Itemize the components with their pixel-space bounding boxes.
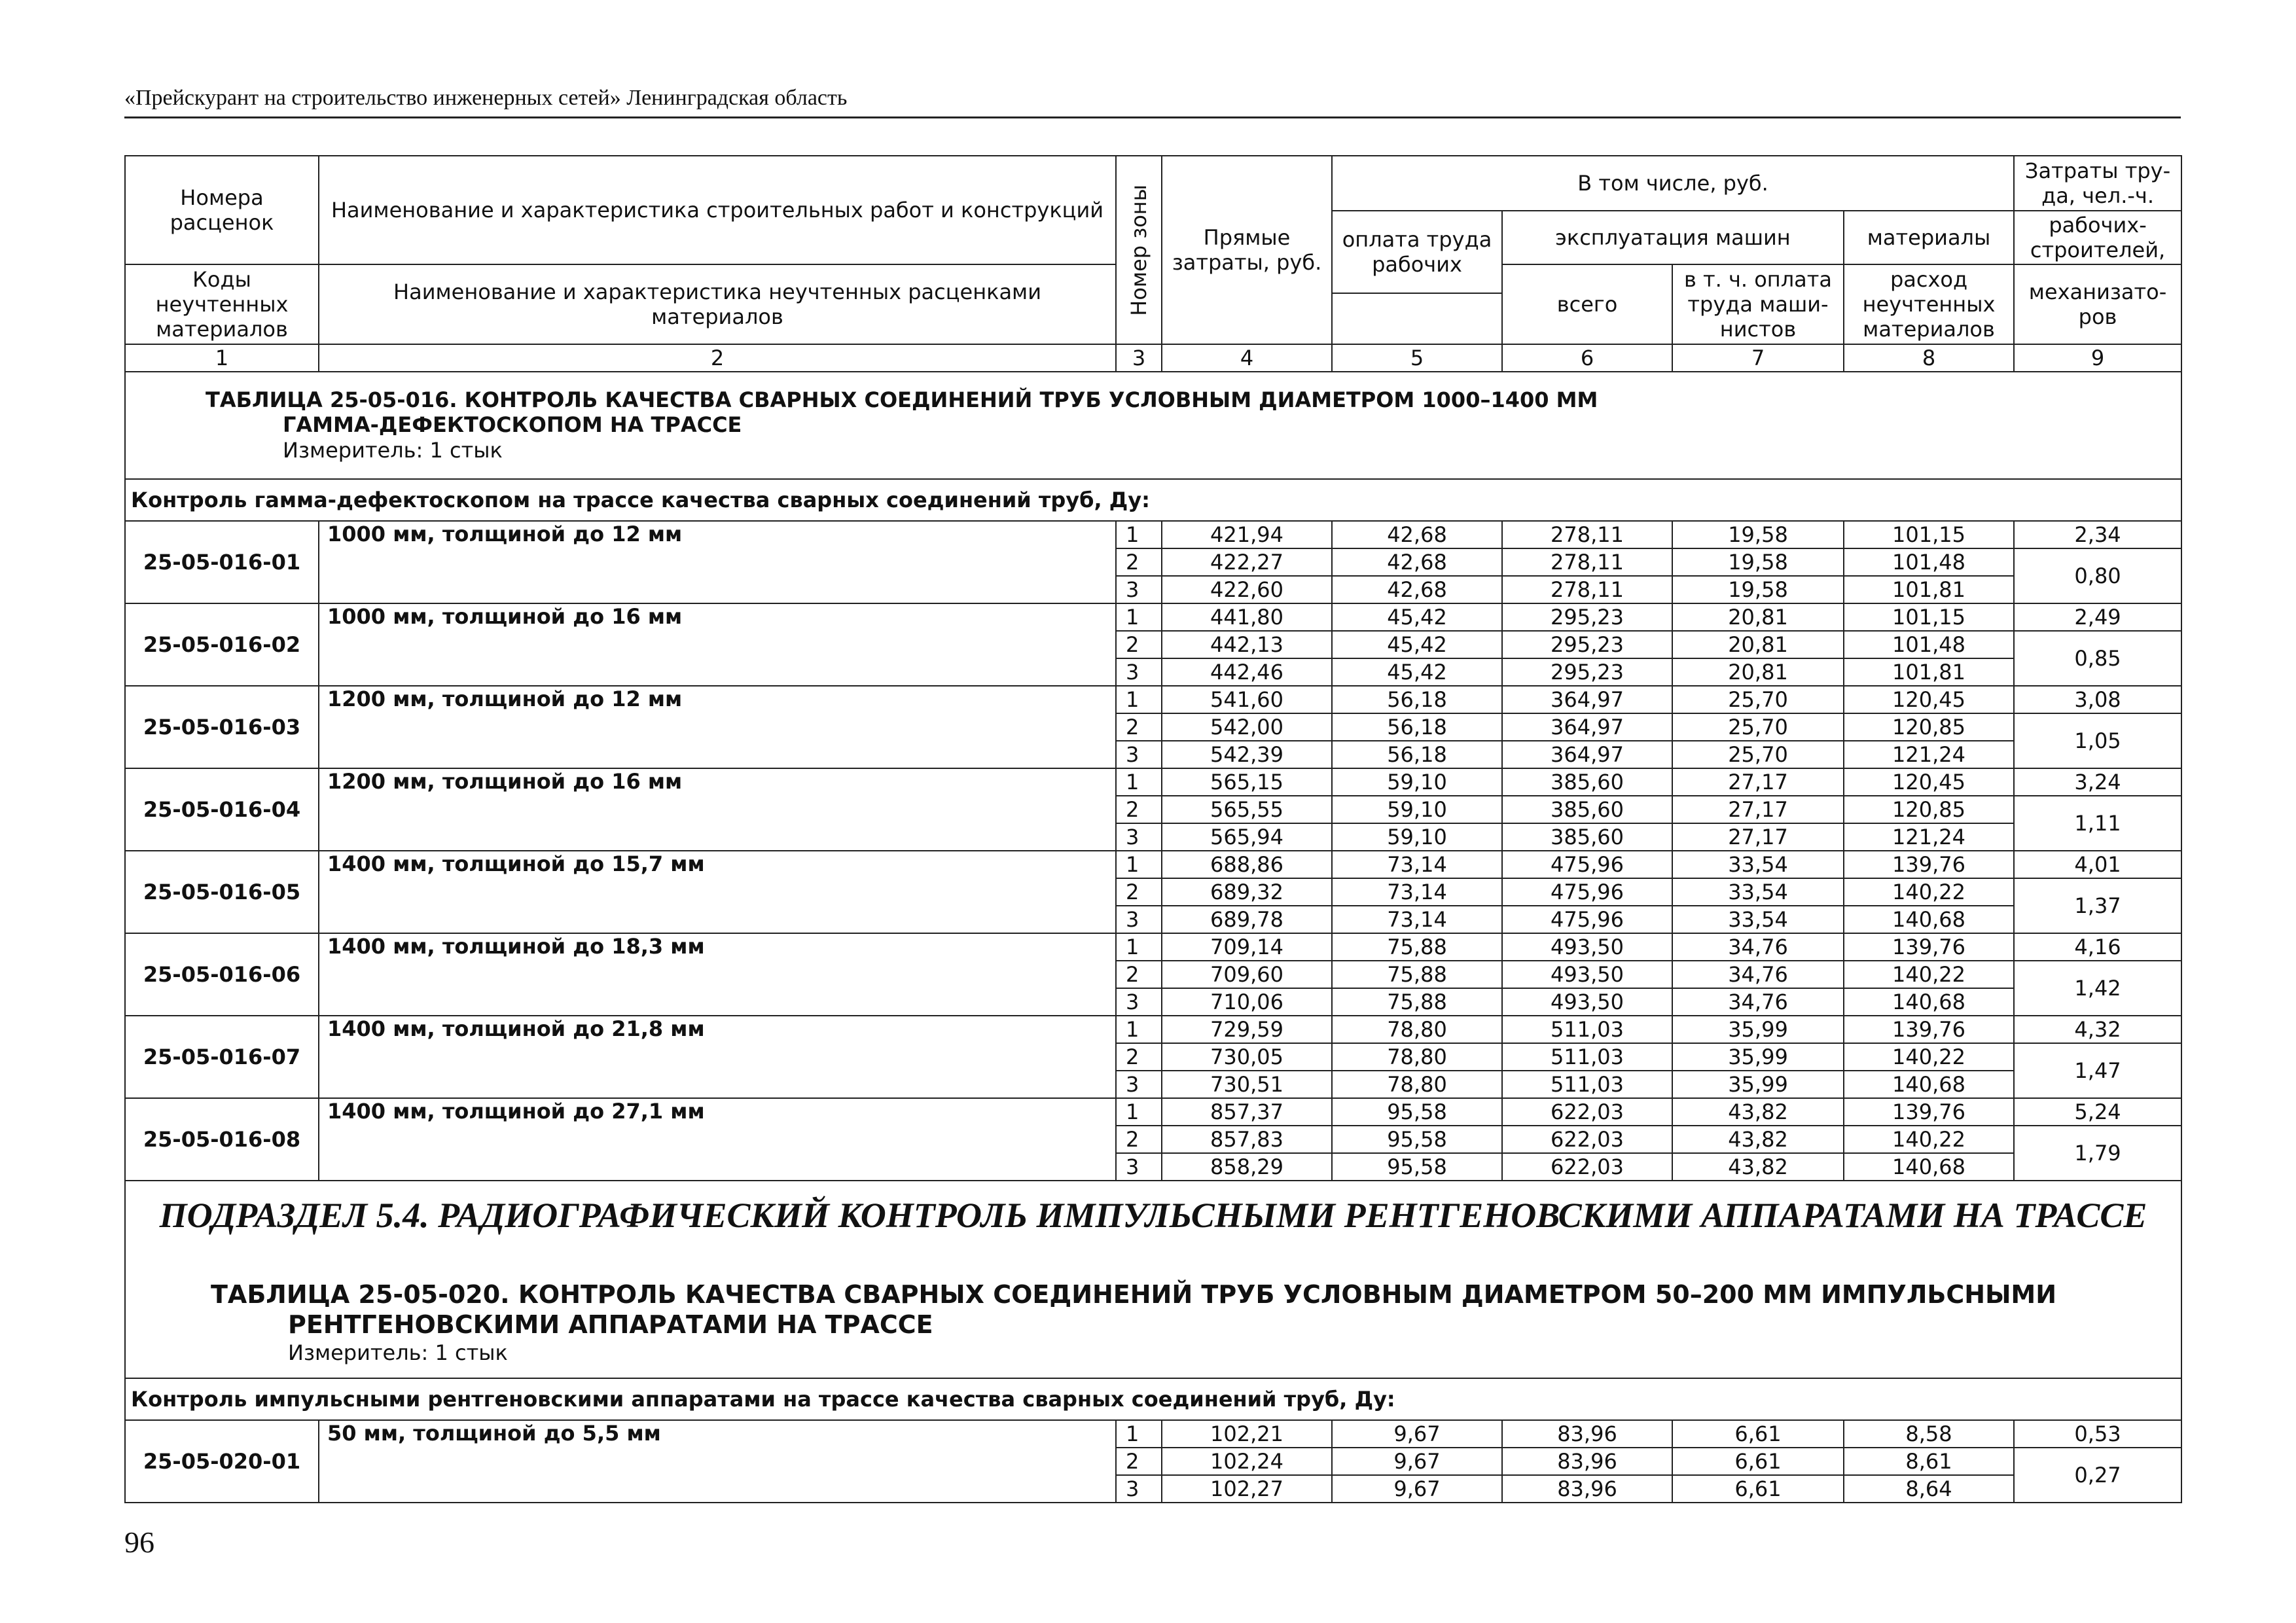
zone-number: 1 <box>1116 1016 1162 1043</box>
machines-total: 385,60 <box>1502 768 1672 796</box>
header-labor-pay: оплата труда рабочих <box>1332 211 1502 293</box>
labor-workers: 4,16 <box>2014 933 2181 961</box>
table1-title <box>125 372 2181 479</box>
column-numbers-row <box>125 344 2181 372</box>
machines-labor: 33,54 <box>1672 878 1844 906</box>
labor-pay: 59,10 <box>1332 796 1502 823</box>
direct-cost: 422,27 <box>1162 548 1332 576</box>
zone-number: 2 <box>1116 1448 1162 1475</box>
table-row <box>125 1420 2181 1448</box>
materials-cost: 139,76 <box>1844 933 2014 961</box>
page-header: «Прейскурант на строительство инженерных сетей» Ленинградская область <box>124 84 2181 118</box>
zone-number: 3 <box>1116 988 1162 1016</box>
machines-total: 278,11 <box>1502 548 1672 576</box>
machines-total: 622,03 <box>1502 1126 1672 1153</box>
header-machines-labor: в т. ч. оплата труда маши-нистов <box>1672 264 1844 344</box>
rate-code: 25-05-016-08 <box>125 1098 319 1181</box>
machines-total: 295,23 <box>1502 603 1672 631</box>
column-number: 1 <box>125 344 319 372</box>
direct-cost: 709,14 <box>1162 933 1332 961</box>
materials-cost: 140,68 <box>1844 988 2014 1016</box>
direct-cost: 102,27 <box>1162 1475 1332 1503</box>
machines-labor: 20,81 <box>1672 603 1844 631</box>
materials-cost: 101,48 <box>1844 548 2014 576</box>
labor-pay: 45,42 <box>1332 603 1502 631</box>
labor-pay: 73,14 <box>1332 878 1502 906</box>
subsection-title: ПОДРАЗДЕЛ 5.4. РАДИОГРАФИЧЕСКИЙ КОНТРОЛЬ ИМПУЛЬСНЫМИ РЕНТГЕНОВСКИМИ АППАРАТАМИ НА ТРАССЕ <box>159 1196 2147 1235</box>
machines-labor: 27,17 <box>1672 768 1844 796</box>
labor-mechanics: 0,27 <box>2014 1448 2181 1503</box>
machines-labor: 34,76 <box>1672 961 1844 988</box>
rate-code: 25-05-020-01 <box>125 1420 319 1503</box>
labor-pay: 73,14 <box>1332 906 1502 933</box>
zone-number: 2 <box>1116 1126 1162 1153</box>
table1-section-row <box>125 479 2181 521</box>
zone-number: 2 <box>1116 961 1162 988</box>
column-number: 7 <box>1672 344 1844 372</box>
labor-pay: 95,58 <box>1332 1153 1502 1181</box>
labor-pay: 45,42 <box>1332 658 1502 686</box>
direct-cost: 542,39 <box>1162 741 1332 768</box>
materials-cost: 140,68 <box>1844 1071 2014 1098</box>
materials-cost: 140,22 <box>1844 1043 2014 1071</box>
machines-labor: 43,82 <box>1672 1098 1844 1126</box>
zone-number: 3 <box>1116 1153 1162 1181</box>
zone-number: 2 <box>1116 713 1162 741</box>
labor-workers: 4,32 <box>2014 1016 2181 1043</box>
zone-number: 2 <box>1116 548 1162 576</box>
header-zone-text: Номер зоны <box>1126 184 1151 316</box>
work-name: 1200 мм, толщиной до 12 мм <box>319 686 1116 768</box>
direct-cost: 729,59 <box>1162 1016 1332 1043</box>
direct-cost: 542,00 <box>1162 713 1332 741</box>
machines-total: 475,96 <box>1502 851 1672 878</box>
materials-cost: 140,22 <box>1844 961 2014 988</box>
machines-total: 278,11 <box>1502 576 1672 603</box>
machines-labor: 27,17 <box>1672 796 1844 823</box>
zone-number: 2 <box>1116 878 1162 906</box>
machines-labor: 43,82 <box>1672 1153 1844 1181</box>
rate-code: 25-05-016-07 <box>125 1016 319 1098</box>
materials-cost: 139,76 <box>1844 851 2014 878</box>
column-number: 9 <box>2014 344 2181 372</box>
zone-number: 2 <box>1116 631 1162 658</box>
table1-measure: Измеритель: 1 стык <box>283 438 503 463</box>
rate-code: 25-05-016-05 <box>125 851 319 933</box>
work-name: 1400 мм, толщиной до 21,8 мм <box>319 1016 1116 1098</box>
labor-mechanics: 0,80 <box>2014 548 2181 603</box>
machines-total: 83,96 <box>1502 1448 1672 1475</box>
machines-total: 622,03 <box>1502 1153 1672 1181</box>
zone-number: 1 <box>1116 1420 1162 1448</box>
labor-pay: 9,67 <box>1332 1475 1502 1503</box>
machines-labor: 27,17 <box>1672 823 1844 851</box>
machines-labor: 34,76 <box>1672 988 1844 1016</box>
labor-workers: 2,34 <box>2014 521 2181 548</box>
table2-title-line2: РЕНТГЕНОВСКИМИ АППАРАТАМИ НА ТРАССЕ <box>288 1310 933 1339</box>
machines-labor: 33,54 <box>1672 851 1844 878</box>
labor-mechanics: 1,47 <box>2014 1043 2181 1098</box>
labor-pay: 59,10 <box>1332 823 1502 851</box>
direct-cost: 709,60 <box>1162 961 1332 988</box>
work-name: 1400 мм, толщиной до 27,1 мм <box>319 1098 1116 1181</box>
machines-labor: 35,99 <box>1672 1016 1844 1043</box>
labor-mechanics: 0,85 <box>2014 631 2181 686</box>
direct-cost: 688,86 <box>1162 851 1332 878</box>
direct-cost: 422,60 <box>1162 576 1332 603</box>
page-number: 96 <box>124 1525 154 1559</box>
materials-cost: 8,61 <box>1844 1448 2014 1475</box>
materials-cost: 121,24 <box>1844 741 2014 768</box>
direct-cost: 565,15 <box>1162 768 1332 796</box>
header-labor-costs: Затраты тру-да, чел.-ч. <box>2014 156 2181 211</box>
labor-pay: 42,68 <box>1332 521 1502 548</box>
machines-labor: 25,70 <box>1672 713 1844 741</box>
table-row <box>125 851 2181 878</box>
machines-labor: 6,61 <box>1672 1448 1844 1475</box>
machines-labor: 25,70 <box>1672 686 1844 713</box>
machines-labor: 19,58 <box>1672 548 1844 576</box>
machines-labor: 6,61 <box>1672 1420 1844 1448</box>
labor-mechanics: 1,11 <box>2014 796 2181 851</box>
work-name: 1000 мм, толщиной до 16 мм <box>319 603 1116 686</box>
labor-mechanics: 1,05 <box>2014 713 2181 768</box>
table1-body <box>125 521 2181 1181</box>
materials-cost: 101,48 <box>1844 631 2014 658</box>
machines-labor: 33,54 <box>1672 906 1844 933</box>
zone-number: 3 <box>1116 576 1162 603</box>
machines-total: 364,97 <box>1502 713 1672 741</box>
table2-title <box>131 1279 2176 1378</box>
materials-cost: 120,45 <box>1844 686 2014 713</box>
machines-total: 295,23 <box>1502 658 1672 686</box>
machines-total: 83,96 <box>1502 1420 1672 1448</box>
labor-pay: 9,67 <box>1332 1448 1502 1475</box>
labor-pay: 73,14 <box>1332 851 1502 878</box>
labor-pay: 9,67 <box>1332 1420 1502 1448</box>
machines-total: 493,50 <box>1502 961 1672 988</box>
labor-pay: 56,18 <box>1332 686 1502 713</box>
direct-cost: 442,13 <box>1162 631 1332 658</box>
machines-total: 364,97 <box>1502 686 1672 713</box>
direct-cost: 565,94 <box>1162 823 1332 851</box>
direct-cost: 857,37 <box>1162 1098 1332 1126</box>
direct-cost: 730,05 <box>1162 1043 1332 1071</box>
table2-section-title: Контроль импульсными рентгеновскими аппаратами на трассе качества сварных соединений труб, Ду: <box>125 1378 2181 1420</box>
rate-code: 25-05-016-02 <box>125 603 319 686</box>
zone-number: 1 <box>1116 768 1162 796</box>
materials-cost: 139,76 <box>1844 1016 2014 1043</box>
table-row <box>125 933 2181 961</box>
header-zone <box>1116 156 1162 344</box>
labor-mechanics: 1,79 <box>2014 1126 2181 1181</box>
materials-cost: 140,22 <box>1844 1126 2014 1153</box>
labor-pay: 78,80 <box>1332 1043 1502 1071</box>
labor-mechanics: 1,37 <box>2014 878 2181 933</box>
work-name: 50 мм, толщиной до 5,5 мм <box>319 1420 1116 1503</box>
header-materials: материалы <box>1844 211 2014 264</box>
header-direct: Прямые затраты, руб. <box>1162 156 1332 344</box>
materials-cost: 120,85 <box>1844 796 2014 823</box>
labor-pay: 56,18 <box>1332 713 1502 741</box>
subsection-cell <box>125 1181 2181 1378</box>
table2-title-line1: ТАБЛИЦА 25-05-020. КОНТРОЛЬ КАЧЕСТВА СВАРНЫХ СОЕДИНЕНИЙ ТРУБ УСЛОВНЫМ ДИАМЕТРОМ 50–200 ММ ИМПУЛЬСНЫМИ <box>211 1280 2057 1309</box>
direct-cost: 102,24 <box>1162 1448 1332 1475</box>
machines-labor: 19,58 <box>1672 576 1844 603</box>
header-workers: рабочих-строителей, <box>2014 211 2181 264</box>
work-name: 1000 мм, толщиной до 12 мм <box>319 521 1116 603</box>
zone-number: 1 <box>1116 603 1162 631</box>
labor-pay: 42,68 <box>1332 576 1502 603</box>
machines-total: 511,03 <box>1502 1071 1672 1098</box>
table1-title-line1: ТАБЛИЦА 25-05-016. КОНТРОЛЬ КАЧЕСТВА СВАРНЫХ СОЕДИНЕНИЙ ТРУБ УСЛОВНЫМ ДИАМЕТРОМ 1000–1400 ММ <box>206 387 1598 412</box>
direct-cost: 565,55 <box>1162 796 1332 823</box>
direct-cost: 689,78 <box>1162 906 1332 933</box>
labor-pay: 78,80 <box>1332 1016 1502 1043</box>
zone-number: 1 <box>1116 521 1162 548</box>
machines-labor: 6,61 <box>1672 1475 1844 1503</box>
labor-pay: 75,88 <box>1332 933 1502 961</box>
machines-total: 83,96 <box>1502 1475 1672 1503</box>
machines-total: 364,97 <box>1502 741 1672 768</box>
header-codes-top: Номера расценок <box>125 156 319 264</box>
zone-number: 1 <box>1116 686 1162 713</box>
machines-labor: 43,82 <box>1672 1126 1844 1153</box>
machines-total: 295,23 <box>1502 631 1672 658</box>
direct-cost: 421,94 <box>1162 521 1332 548</box>
machines-total: 475,96 <box>1502 878 1672 906</box>
machines-labor: 35,99 <box>1672 1043 1844 1071</box>
labor-pay: 59,10 <box>1332 768 1502 796</box>
direct-cost: 858,29 <box>1162 1153 1332 1181</box>
zone-number: 3 <box>1116 823 1162 851</box>
machines-labor: 20,81 <box>1672 658 1844 686</box>
materials-cost: 121,24 <box>1844 823 2014 851</box>
column-number: 6 <box>1502 344 1672 372</box>
zone-number: 3 <box>1116 741 1162 768</box>
labor-pay: 42,68 <box>1332 548 1502 576</box>
table2-measure: Измеритель: 1 стык <box>288 1340 508 1365</box>
work-name: 1400 мм, толщиной до 15,7 мм <box>319 851 1116 933</box>
table-row <box>125 521 2181 548</box>
materials-cost: 8,64 <box>1844 1475 2014 1503</box>
zone-number: 1 <box>1116 933 1162 961</box>
direct-cost: 689,32 <box>1162 878 1332 906</box>
materials-cost: 140,68 <box>1844 906 2014 933</box>
rate-code: 25-05-016-06 <box>125 933 319 1016</box>
direct-cost: 442,46 <box>1162 658 1332 686</box>
table-row <box>125 686 2181 713</box>
rate-code: 25-05-016-04 <box>125 768 319 851</box>
materials-cost: 140,22 <box>1844 878 2014 906</box>
work-name: 1400 мм, толщиной до 18,3 мм <box>319 933 1116 1016</box>
zone-number: 3 <box>1116 906 1162 933</box>
machines-total: 511,03 <box>1502 1043 1672 1071</box>
zone-number: 3 <box>1116 658 1162 686</box>
machines-total: 385,60 <box>1502 796 1672 823</box>
direct-cost: 857,83 <box>1162 1126 1332 1153</box>
table-row <box>125 1016 2181 1043</box>
machines-total: 385,60 <box>1502 823 1672 851</box>
column-number: 3 <box>1116 344 1162 372</box>
column-number: 5 <box>1332 344 1502 372</box>
subsection-row <box>125 1181 2181 1378</box>
header-name-top: Наименование и характеристика строительных работ и конструкций <box>319 156 1116 264</box>
zone-number: 3 <box>1116 1071 1162 1098</box>
rate-code: 25-05-016-01 <box>125 521 319 603</box>
table-row <box>125 1098 2181 1126</box>
machines-total: 493,50 <box>1502 933 1672 961</box>
zone-number: 3 <box>1116 1475 1162 1503</box>
machines-total: 493,50 <box>1502 988 1672 1016</box>
machines-total: 622,03 <box>1502 1098 1672 1126</box>
header-machines-total: всего <box>1502 264 1672 344</box>
direct-cost: 730,51 <box>1162 1071 1332 1098</box>
zone-number: 2 <box>1116 1043 1162 1071</box>
zone-number: 1 <box>1116 1098 1162 1126</box>
machines-labor: 25,70 <box>1672 741 1844 768</box>
header-including: В том числе, руб. <box>1332 156 2014 211</box>
column-number: 8 <box>1844 344 2014 372</box>
header-codes-bottom: Коды неучтенных материалов <box>125 264 319 344</box>
materials-cost: 120,45 <box>1844 768 2014 796</box>
zone-number: 2 <box>1116 796 1162 823</box>
labor-pay: 78,80 <box>1332 1071 1502 1098</box>
machines-labor: 34,76 <box>1672 933 1844 961</box>
materials-cost: 101,81 <box>1844 658 2014 686</box>
labor-pay: 75,88 <box>1332 988 1502 1016</box>
labor-pay: 56,18 <box>1332 741 1502 768</box>
labor-workers: 0,53 <box>2014 1420 2181 1448</box>
table1-section-title: Контроль гамма-дефектоскопом на трассе качества сварных соединений труб, Ду: <box>125 479 2181 521</box>
zone-number: 1 <box>1116 851 1162 878</box>
machines-total: 278,11 <box>1502 521 1672 548</box>
column-number: 4 <box>1162 344 1332 372</box>
header-materials-unaccounted: расход неучтенных материалов <box>1844 264 2014 344</box>
labor-mechanics: 1,42 <box>2014 961 2181 1016</box>
price-table <box>124 155 2182 1503</box>
table2-body <box>125 1420 2181 1503</box>
direct-cost: 102,21 <box>1162 1420 1332 1448</box>
rate-code: 25-05-016-03 <box>125 686 319 768</box>
labor-pay: 75,88 <box>1332 961 1502 988</box>
machines-total: 475,96 <box>1502 906 1672 933</box>
materials-cost: 101,15 <box>1844 521 2014 548</box>
machines-total: 511,03 <box>1502 1016 1672 1043</box>
direct-cost: 541,60 <box>1162 686 1332 713</box>
table2-section-row <box>125 1378 2181 1420</box>
header-name-bottom: Наименование и характеристика неучтенных расценками материалов <box>319 264 1116 344</box>
labor-workers: 2,49 <box>2014 603 2181 631</box>
machines-labor: 35,99 <box>1672 1071 1844 1098</box>
labor-workers: 3,24 <box>2014 768 2181 796</box>
labor-pay: 95,58 <box>1332 1098 1502 1126</box>
header-machines: эксплуатация машин <box>1502 211 1844 264</box>
materials-cost: 139,76 <box>1844 1098 2014 1126</box>
materials-cost: 120,85 <box>1844 713 2014 741</box>
direct-cost: 441,80 <box>1162 603 1332 631</box>
column-number: 2 <box>319 344 1116 372</box>
machines-labor: 20,81 <box>1672 631 1844 658</box>
header-mechanics: механизато-ров <box>2014 264 2181 344</box>
machines-labor: 19,58 <box>1672 521 1844 548</box>
labor-pay: 45,42 <box>1332 631 1502 658</box>
table-row <box>125 768 2181 796</box>
labor-workers: 3,08 <box>2014 686 2181 713</box>
direct-cost: 710,06 <box>1162 988 1332 1016</box>
labor-pay: 95,58 <box>1332 1126 1502 1153</box>
table1-title-line2: ГАММА-ДЕФЕКТОСКОПОМ НА ТРАССЕ <box>283 412 742 437</box>
materials-cost: 140,68 <box>1844 1153 2014 1181</box>
labor-workers: 4,01 <box>2014 851 2181 878</box>
labor-workers: 5,24 <box>2014 1098 2181 1126</box>
work-name: 1200 мм, толщиной до 16 мм <box>319 768 1116 851</box>
materials-cost: 101,15 <box>1844 603 2014 631</box>
materials-cost: 101,81 <box>1844 576 2014 603</box>
materials-cost: 8,58 <box>1844 1420 2014 1448</box>
table-row <box>125 603 2181 631</box>
table1-title-row <box>125 372 2181 479</box>
